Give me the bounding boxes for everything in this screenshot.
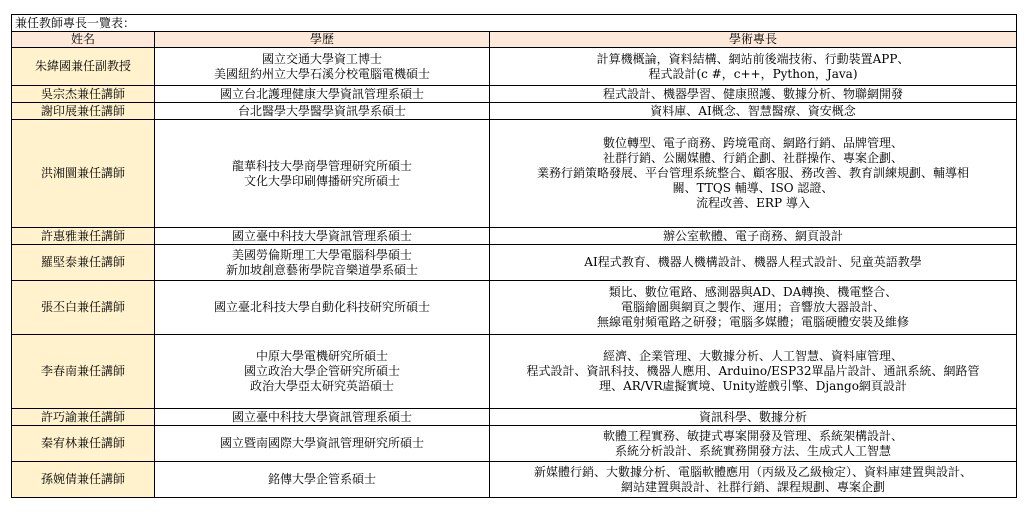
teacher-education	[155, 228, 490, 245]
expertise-line: 經濟、企業管理、大數據分析、人工智慧、資料庫管理、	[602, 349, 903, 363]
education-line: 美國勞倫斯理工大學電腦科學碩士	[231, 247, 412, 262]
teacher-expertise	[490, 281, 1017, 335]
education-line: 龍華科技大學商學管理研究所碩士	[231, 158, 412, 173]
table-row	[12, 103, 1017, 120]
teacher-name: 許巧諭兼任講師	[12, 409, 155, 426]
teacher-education	[155, 281, 490, 335]
teacher-expertise	[490, 103, 1017, 120]
expertise-line: 網站建置與設計、社群行銷、課程規劃、專案企劃	[620, 479, 885, 494]
table-row	[12, 228, 1017, 245]
table-row	[12, 86, 1017, 103]
teacher-expertise	[490, 462, 1017, 498]
expertise-line: 新媒體行銷、大數據分析、電腦軟體應用（丙級及乙級檢定）、資料庫建置與設計、	[533, 464, 972, 479]
expertise-line: 社群行銷、公關媒體、行銷企劃、社群操作、專案企劃、	[602, 151, 903, 165]
teacher-name: 羅堅泰兼任講師	[12, 245, 155, 281]
teacher-expertise	[490, 245, 1017, 281]
header-education: 學歷	[155, 32, 490, 48]
header-name: 姓名	[12, 32, 155, 48]
table-row	[12, 120, 1017, 228]
education-line: 國立臺北科技大學自動化科技研究所碩士	[213, 300, 430, 314]
teacher-education	[155, 48, 490, 86]
table-row	[12, 335, 1017, 409]
expertise-line: 業務行銷策略發展、平台管理系統整合、顧客服、務改善、教育訓練規劃、輔導相	[536, 166, 969, 180]
education-line: 政治大學亞太研究英語碩士	[249, 379, 394, 393]
education-line: 文化大學印刷傳播研究所碩士	[243, 173, 400, 188]
teacher-expertise	[490, 86, 1017, 103]
teacher-name: 孫婉倩兼任講師	[12, 462, 155, 498]
expertise-line: 程式設計(c #，c++，Python，Java)	[648, 66, 858, 81]
teacher-expertise	[490, 335, 1017, 409]
table-caption: 兼任教師專長一覽表：	[12, 15, 1017, 32]
table-body	[12, 48, 1017, 498]
expertise-line: 辦公室軟體、電子商務、網頁設計	[662, 228, 843, 243]
teacher-name: 謝印展兼任講師	[12, 103, 155, 120]
teacher-education	[155, 335, 490, 409]
teacher-name: 秦宥林兼任講師	[12, 426, 155, 462]
teacher-expertise	[490, 426, 1017, 462]
teacher-name: 李春南兼任講師	[12, 335, 155, 409]
teacher-education	[155, 426, 490, 462]
teacher-education	[155, 409, 490, 426]
education-line: 國立臺中科技大學資訊管理系碩士	[231, 409, 412, 424]
table-row	[12, 281, 1017, 335]
expertise-line: 程式設計、機器學習、健康照護、數據分析、物聯網開發	[602, 86, 903, 101]
education-line: 國立臺中科技大學資訊管理系碩士	[231, 228, 412, 243]
education-line: 美國紐約州立大學石溪分校電腦電機碩士	[213, 66, 430, 81]
education-line: 國立暨南國際大學資訊管理研究所碩士	[219, 436, 424, 450]
teacher-education	[155, 462, 490, 498]
teacher-expertise	[490, 120, 1017, 228]
teacher-expertise	[490, 228, 1017, 245]
expertise-line: 關、TTQS 輔導、ISO 認證、	[672, 181, 834, 195]
teacher-name: 張丕白兼任講師	[12, 281, 155, 335]
expertise-line: 類比、數位電路、感測器與AD、DA轉換、機電整合、	[608, 285, 898, 299]
expertise-line: 軟體工程實務、敏捷式專案開發及管理、系統架構設計、	[602, 428, 903, 443]
expertise-line: AI程式教育、機器人機構設計、機器人程式設計、兒童英語教學	[584, 255, 922, 269]
teacher-education	[155, 86, 490, 103]
education-line: 新加坡創意藝術學院音樂道學系碩士	[225, 262, 418, 277]
table-row	[12, 48, 1017, 86]
education-line: 國立台北護理健康大學資訊管理系碩士	[219, 86, 424, 101]
expertise-line: 電腦繪圖與網頁之製作、運用；音響放大器設計、	[620, 300, 885, 314]
expertise-line: 理、AR/VR虛擬實境、Unity遊戲引擎、Django網頁設計	[599, 379, 907, 393]
table-row	[12, 245, 1017, 281]
expertise-line: 流程改善、ERP 導入	[696, 196, 810, 210]
table-row	[12, 426, 1017, 462]
teacher-education	[155, 245, 490, 281]
header-expertise: 學術專長	[490, 32, 1017, 48]
teacher-name: 吳宗杰兼任講師	[12, 86, 155, 103]
teacher-name: 洪湘圜兼任講師	[12, 120, 155, 228]
education-line: 國立政治大學企管研究所碩士	[243, 364, 400, 378]
teacher-name: 許惠雅兼任講師	[12, 228, 155, 245]
teacher-expertise	[490, 48, 1017, 86]
expertise-line: 數位轉型、電子商務、跨境電商、網路行銷、品牌管理、	[602, 136, 903, 150]
expertise-line: 系統分析設計、系統實務開發方法、生成式人工智慧	[614, 443, 891, 458]
education-line: 銘傳大學企管系碩士	[267, 472, 376, 486]
expertise-line: 資訊科學、數據分析	[698, 409, 807, 424]
teacher-education	[155, 103, 490, 120]
table-row	[12, 462, 1017, 498]
education-line: 國立交通大學資工博士	[261, 51, 382, 66]
expertise-line: 程式設計、資訊科技、機器人應用、Arduino/ESP32單晶片設計、通訊系統、網路管	[526, 364, 980, 378]
teacher-expertise	[490, 409, 1017, 426]
expertise-line: 資料庫、AI概念、智慧醫療、資安概念	[650, 103, 856, 118]
education-line: 台北醫學大學醫學資訊學系碩士	[237, 103, 406, 118]
teacher-name: 朱緯國兼任副教授	[12, 48, 155, 86]
expertise-line: 計算機概論，資料結構、網站前後端技術、行動裝置APP、	[596, 51, 910, 66]
teacher-education	[155, 120, 490, 228]
expertise-line: 無線電射頻電路之研發；電腦多媒體；電腦硬體安裝及維修	[596, 315, 909, 329]
faculty-expertise-table	[11, 14, 1017, 498]
education-line: 中原大學電機研究所碩士	[255, 349, 388, 363]
table-row	[12, 409, 1017, 426]
